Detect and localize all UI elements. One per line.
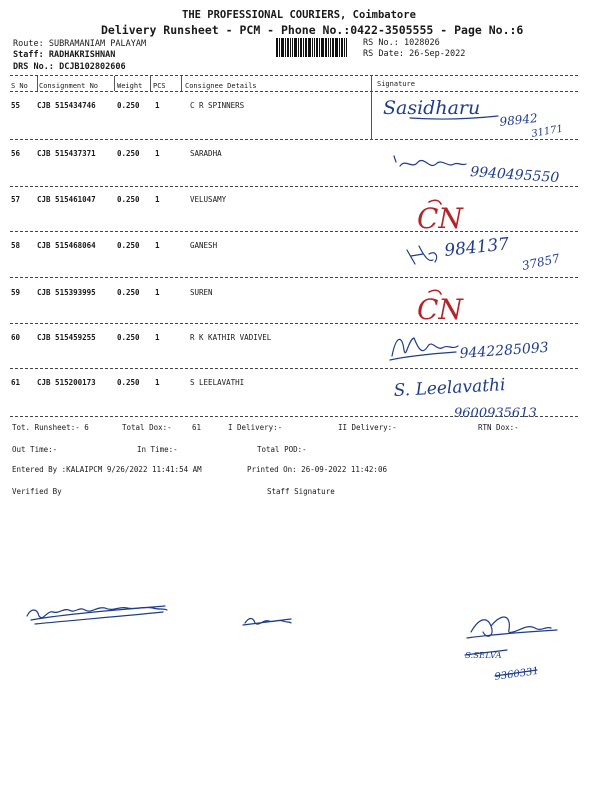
bottom-right-name: S.SELVA xyxy=(465,651,502,661)
row-61-consignment: CJB 515200173 xyxy=(37,378,96,387)
drs-label: DRS No.: xyxy=(13,62,54,72)
row-57-consignee: VELUSAMY xyxy=(190,195,227,204)
row-rule xyxy=(10,277,578,278)
col-divider xyxy=(37,76,38,91)
bottom-right-signature xyxy=(465,610,585,690)
col-divider xyxy=(150,76,151,91)
verified-by: Verified By xyxy=(12,487,62,496)
total-dox-value: 61 xyxy=(192,423,202,432)
rtn-dox: RTN Dox:- xyxy=(478,423,519,432)
signature-row-58 xyxy=(405,232,585,278)
row-58-consignee: GANESH xyxy=(190,241,218,250)
out-time: Out Time:- xyxy=(12,445,58,454)
total-dox-label: Total Dox:- xyxy=(122,423,172,432)
printed-on: Printed On: 26-09-2022 11:42:06 xyxy=(247,465,387,474)
row-60-consignment: CJB 515459255 xyxy=(37,333,96,342)
row-61-pcs: 1 xyxy=(155,378,160,387)
row-rule xyxy=(10,323,578,324)
cn-mark-row-59 xyxy=(415,287,475,327)
bottom-middle-scribble xyxy=(243,613,293,629)
row-58-consignment: CJB 515468064 xyxy=(37,241,96,250)
bottom-left-scribble xyxy=(25,598,175,628)
ii-delivery: II Delivery:- xyxy=(338,423,397,432)
row-57-pcs: 1 xyxy=(155,195,160,204)
row-61-consignee: S LEELAVATHI xyxy=(190,378,245,387)
in-time: In Time:- xyxy=(137,445,178,454)
row-60-pcs: 1 xyxy=(155,333,160,342)
row-59-sno: 59 xyxy=(11,288,21,297)
col-header-signature: Signature xyxy=(377,80,415,88)
col-header-sno: S No xyxy=(11,82,28,90)
route-label: Route: xyxy=(13,39,44,49)
staff-line xyxy=(13,50,115,60)
row-59-pcs: 1 xyxy=(155,288,160,297)
col-header-weight: Weight xyxy=(117,82,143,90)
rs-no-line xyxy=(363,38,440,48)
row-61-sno: 61 xyxy=(11,378,21,387)
col-divider xyxy=(371,76,372,91)
sig-56-num: 9940495550 xyxy=(469,164,560,187)
staff-label: Staff: xyxy=(13,50,44,60)
table-top-rule xyxy=(10,75,578,76)
col-divider xyxy=(114,76,115,91)
signature-row-56 xyxy=(392,152,592,188)
row-56-pcs: 1 xyxy=(155,149,160,158)
barcode xyxy=(276,38,356,57)
row-56-weight: 0.250 xyxy=(117,149,140,158)
sig-58-num: 984137 xyxy=(443,234,511,261)
rs-no-value: 1028026 xyxy=(403,38,440,48)
rs-no-label: RS No.: xyxy=(363,38,399,48)
cn-59-text: CN xyxy=(417,293,463,326)
col-divider xyxy=(181,76,182,91)
cn-mark-row-57 xyxy=(415,196,475,236)
staff-value: RADHAKRISHNAN xyxy=(48,50,116,60)
row-59-consignment: CJB 515393995 xyxy=(37,288,96,297)
row-58-sno: 58 xyxy=(11,241,21,250)
row-55-consignment: CJB 515434746 xyxy=(37,101,96,110)
row-55-pcs: 1 xyxy=(155,101,160,110)
sig-55-num: 98942 xyxy=(498,111,539,129)
rs-date-label: RS Date: xyxy=(363,49,404,59)
route-line xyxy=(13,39,146,49)
row-sig-divider xyxy=(371,92,372,139)
sig-61-text: S. Leelavathi xyxy=(393,375,506,401)
company-title: THE PROFESSIONAL COURIERS, Coimbatore xyxy=(182,9,416,21)
drs-line xyxy=(13,62,126,72)
route-value: SUBRAMANIAM PALAYAM xyxy=(48,39,147,49)
row-57-weight: 0.250 xyxy=(117,195,140,204)
runsheet-subtitle: Delivery Runsheet - PCM - Phone No.:0422-3505555 - Page No.:6 xyxy=(101,23,524,37)
col-header-pcs: PCS xyxy=(153,82,166,90)
row-55-consignee: C R SPINNERS xyxy=(190,101,245,110)
row-rule xyxy=(10,368,578,369)
row-59-weight: 0.250 xyxy=(117,288,140,297)
signature-row-55 xyxy=(380,92,580,140)
row-58-weight: 0.250 xyxy=(117,241,140,250)
row-59-consignee: SUREN xyxy=(190,288,213,297)
total-pod: Total POD:- xyxy=(257,445,307,454)
rs-date-line xyxy=(363,49,465,59)
row-60-consignee: R K KATHIR VADIVEL xyxy=(190,333,272,342)
row-57-consignment: CJB 515461047 xyxy=(37,195,96,204)
row-61-weight: 0.250 xyxy=(117,378,140,387)
sig-61-num: 9600935613 xyxy=(454,406,537,421)
row-55-weight: 0.250 xyxy=(117,101,140,110)
cn-57-text: CN xyxy=(417,202,463,235)
sig-60-num: 9442285093 xyxy=(459,339,550,362)
rs-date-value: 26-Sep-2022 xyxy=(409,49,466,59)
row-60-weight: 0.250 xyxy=(117,333,140,342)
tot-runsheet: Tot. Runsheet:- 6 xyxy=(12,423,89,432)
col-header-consignment: Consignment No xyxy=(39,82,99,90)
row-56-consignment: CJB 515437371 xyxy=(37,149,96,158)
row-56-consignee: SARADHA xyxy=(190,149,222,158)
row-60-sno: 60 xyxy=(11,333,21,342)
row-rule xyxy=(10,186,578,187)
sig-55-text: Sasidharu xyxy=(383,97,481,119)
staff-signature-label: Staff Signature xyxy=(267,487,335,496)
drs-value: DCJB102802606 xyxy=(59,62,126,72)
bottom-right-number: 9360331 xyxy=(493,665,540,683)
row-57-sno: 57 xyxy=(11,195,21,204)
row-rule xyxy=(10,139,578,140)
entered-by: Entered By :KALAIPCM 9/26/2022 11:41:54 AM xyxy=(12,465,202,474)
row-58-pcs: 1 xyxy=(155,241,160,250)
sig-55-num-b: 31171 xyxy=(530,123,564,140)
i-delivery: I Delivery:- xyxy=(228,423,283,432)
row-56-sno: 56 xyxy=(11,149,21,158)
row-rule xyxy=(10,416,578,417)
row-55-sno: 55 xyxy=(11,101,21,110)
signature-row-60 xyxy=(388,326,583,370)
col-header-consignee: Consignee Details xyxy=(185,82,257,90)
sig-58-num-b: 37857 xyxy=(520,251,561,273)
